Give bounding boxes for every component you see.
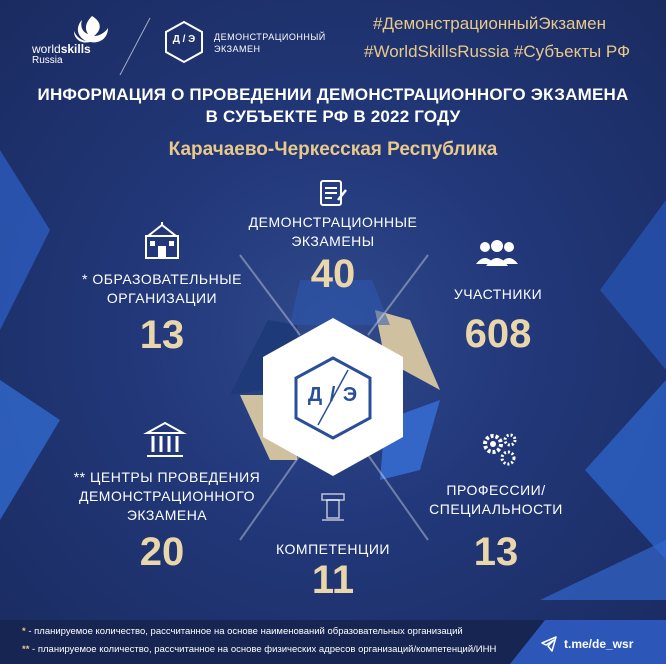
exams-label-line2: ЭКЗАМЕНЫ: [291, 233, 375, 249]
hashtag-line-2: #WorldSkillsRussia #Субъекты РФ: [364, 42, 630, 61]
worldskills-text-world: world: [32, 42, 61, 56]
title-line-1: ИНФОРМАЦИЯ О ПРОВЕДЕНИИ ДЕМОНСТРАЦИОННОГО ЭКЗАМЕНА: [37, 85, 629, 104]
centers-label-line1: ** ЦЕНТРЫ ПРОВЕДЕНИЯ: [73, 469, 261, 485]
orgs-label-line1: * ОБРАЗОВАТЕЛЬНЫЕ: [82, 271, 242, 287]
worldskills-text-skills: skills: [60, 42, 91, 56]
bg-left-shape-top: [0, 150, 50, 330]
gears-icon: [478, 428, 522, 468]
header-separator: [120, 18, 150, 75]
competencies-value: 11: [311, 558, 355, 602]
exams-value: 40: [310, 252, 356, 296]
professions-label-line1: ПРОФЕССИИ/: [446, 482, 546, 498]
footnote-2-text: - планируемое количество, рассчитанное на основе физических адресов организаций/компетенций/ИНН: [29, 644, 497, 655]
institution-columns-icon: [143, 420, 187, 460]
footnote-2: [22, 644, 496, 655]
orgs-label-line2: ОРГАНИЗАЦИИ: [106, 290, 218, 306]
bg-right-shape-top: [600, 200, 666, 370]
worldskills-logo: [32, 14, 112, 64]
professions-label-line2: СПЕЦИАЛЬНОСТИ: [429, 501, 563, 517]
hashtag-line-1: #ДемонстрационныйЭкзамен: [373, 14, 606, 33]
de-logo: [162, 20, 326, 64]
bg-left-shape-bottom: [0, 380, 60, 520]
bg-right-corner: [540, 540, 666, 600]
centers-value: 20: [139, 530, 185, 574]
competency-tool-icon: [318, 492, 348, 524]
exams-label-line1: ДЕМОНСТРАЦИОННЫЕ: [248, 214, 418, 230]
footnote-2-mark: **: [22, 644, 30, 655]
worldskills-text-russia: Russia: [32, 55, 63, 66]
school-building-icon: [140, 222, 184, 262]
participants-value: 608: [464, 312, 532, 356]
footnote-1-text: - планируемое количество, рассчитанное на основе наименований образовательных организаций: [25, 626, 463, 637]
de-logo-mark: Д / Э: [172, 34, 196, 45]
worldskills-flame-icon: [72, 14, 112, 44]
professions-value: 13: [473, 530, 519, 574]
centers-label-line3: ЭКЗАМЕНА: [126, 507, 208, 523]
center-logo-text: Д / Э: [307, 384, 359, 406]
de-logo-text-line2: ЭКЗАМЕН: [214, 44, 261, 54]
participants-group-icon: [472, 238, 522, 270]
footnote-1: [22, 626, 463, 637]
participants-label: УЧАСТНИКИ: [453, 286, 543, 302]
exam-document-icon: [318, 178, 348, 208]
de-logo-text-line1: ДЕМОНСТРАЦИОННЫЙ: [214, 32, 326, 42]
bg-right-shape-bottom: [585, 380, 666, 560]
telegram-link[interactable]: t.me/de_wsr: [564, 637, 634, 651]
telegram-icon: [540, 636, 558, 652]
title-line-2: В СУБЪЕКТЕ РФ В 2022 ГОДУ: [205, 107, 461, 126]
orgs-value: 13: [139, 313, 185, 357]
region-name: Карачаево-Черкесская Республика: [168, 139, 498, 160]
centers-label-line2: ДЕМОНСТРАЦИОННОГО: [78, 488, 256, 504]
competencies-label: КОМПЕТЕНЦИИ: [276, 541, 390, 557]
footnote-1-mark: *: [22, 626, 26, 637]
